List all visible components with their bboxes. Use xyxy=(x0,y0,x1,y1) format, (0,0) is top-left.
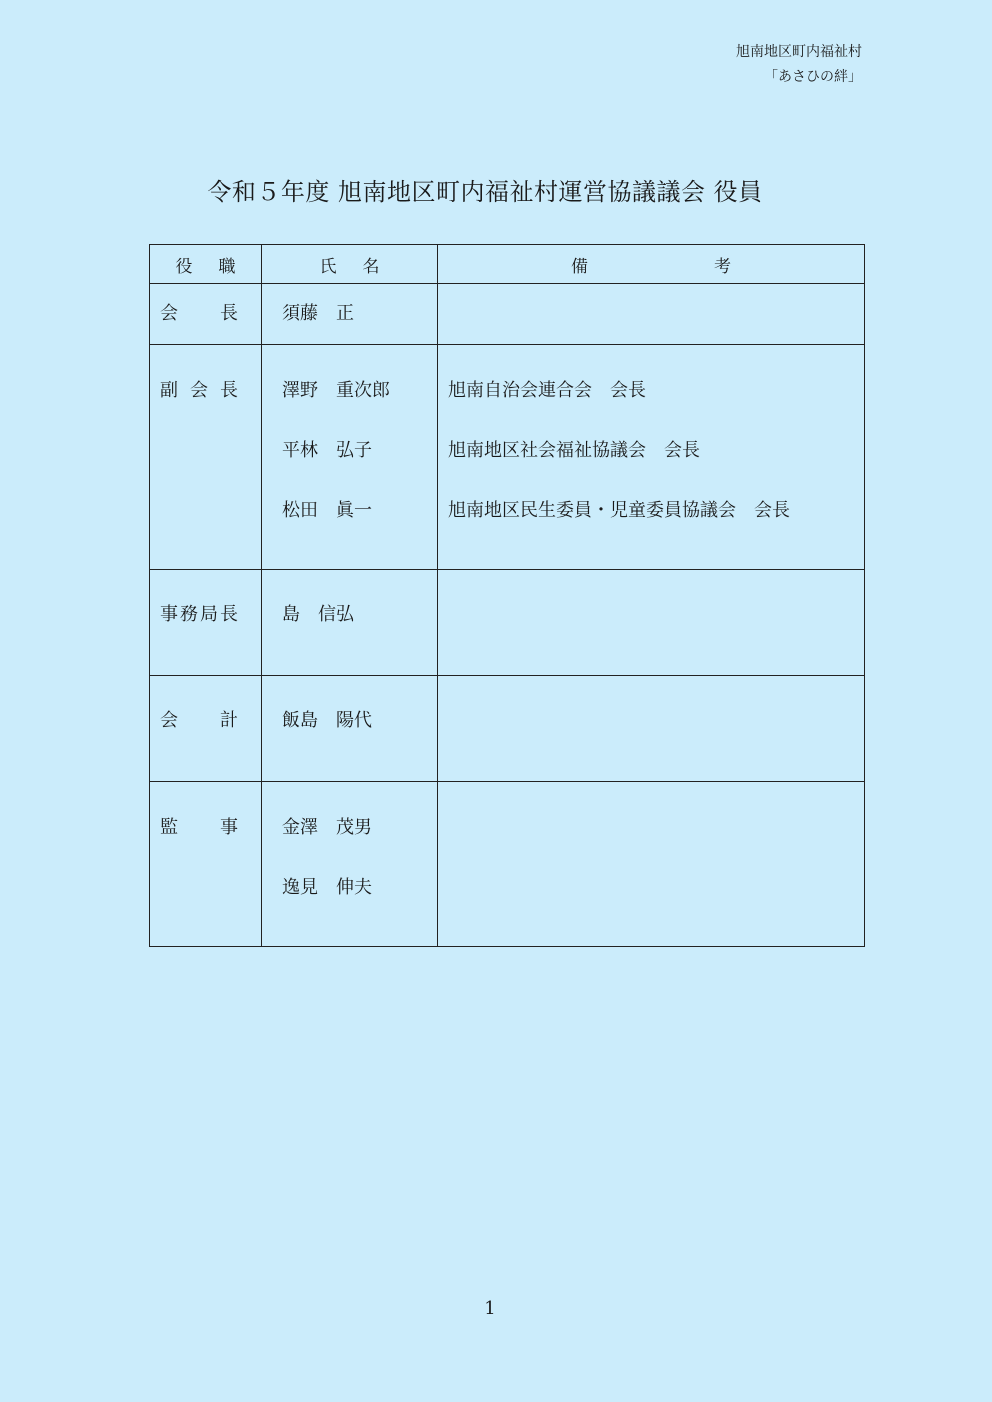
note-cell xyxy=(438,284,865,345)
role-cell xyxy=(150,284,262,345)
officer-name: 島 信弘 xyxy=(282,604,354,625)
name-cell xyxy=(262,570,438,676)
officer-note: 旭南自治会連合会 会長 xyxy=(448,380,646,401)
name-cell xyxy=(262,284,438,345)
officer-name: 飯島 陽代 xyxy=(282,710,372,731)
note-cell xyxy=(438,570,865,676)
header-role: 役職 xyxy=(150,245,262,284)
name-cell xyxy=(262,782,438,947)
officer-name: 逸見 伸夫 xyxy=(282,877,372,898)
officer-note xyxy=(448,284,864,344)
organization-name: 旭南地区町内福祉村 xyxy=(736,44,862,60)
table-row xyxy=(150,284,865,345)
officer-name: 松田 眞一 xyxy=(282,500,372,521)
role-cell xyxy=(150,676,262,782)
note-cell xyxy=(438,676,865,782)
officer-name: 金澤 茂男 xyxy=(282,817,372,838)
organization-nickname: 「あさひの絆」 xyxy=(764,69,862,85)
officer-note: 旭南地区民生委員・児童委員協議会 会長 xyxy=(448,500,790,521)
table-row xyxy=(150,782,865,947)
table-row xyxy=(150,345,865,570)
officer-note xyxy=(448,798,864,858)
name-cell xyxy=(262,345,438,570)
header-name: 氏名 xyxy=(262,245,438,284)
role-vice-chair: 副会長 xyxy=(160,380,238,401)
officer-note xyxy=(448,585,864,645)
table-row xyxy=(150,676,865,782)
table-header-row xyxy=(150,245,865,284)
role-treasurer: 会計 xyxy=(160,710,238,731)
officer-note xyxy=(448,691,864,751)
note-cell xyxy=(438,782,865,947)
role-cell xyxy=(150,345,262,570)
name-cell xyxy=(262,676,438,782)
table-row xyxy=(150,570,865,676)
page-number: 1 xyxy=(484,1298,496,1319)
role-secretary-general: 事務局長 xyxy=(160,604,238,625)
officer-name: 澤野 重次郎 xyxy=(282,380,390,401)
header-note: 備考 xyxy=(438,245,865,284)
officer-note: 旭南地区社会福祉協議会 会長 xyxy=(448,440,700,461)
officer-name: 須藤 正 xyxy=(282,303,354,324)
role-chair: 会長 xyxy=(160,303,238,324)
officer-table xyxy=(149,244,865,947)
note-cell xyxy=(438,345,865,570)
role-cell xyxy=(150,782,262,947)
role-cell xyxy=(150,570,262,676)
officer-note xyxy=(448,858,864,918)
organization-header xyxy=(736,42,862,88)
role-auditor: 監事 xyxy=(160,817,238,838)
document-title: 令和５年度 旭南地区町内福祉村運営協議議会 役員 xyxy=(207,178,763,206)
officer-name: 平林 弘子 xyxy=(282,440,372,461)
